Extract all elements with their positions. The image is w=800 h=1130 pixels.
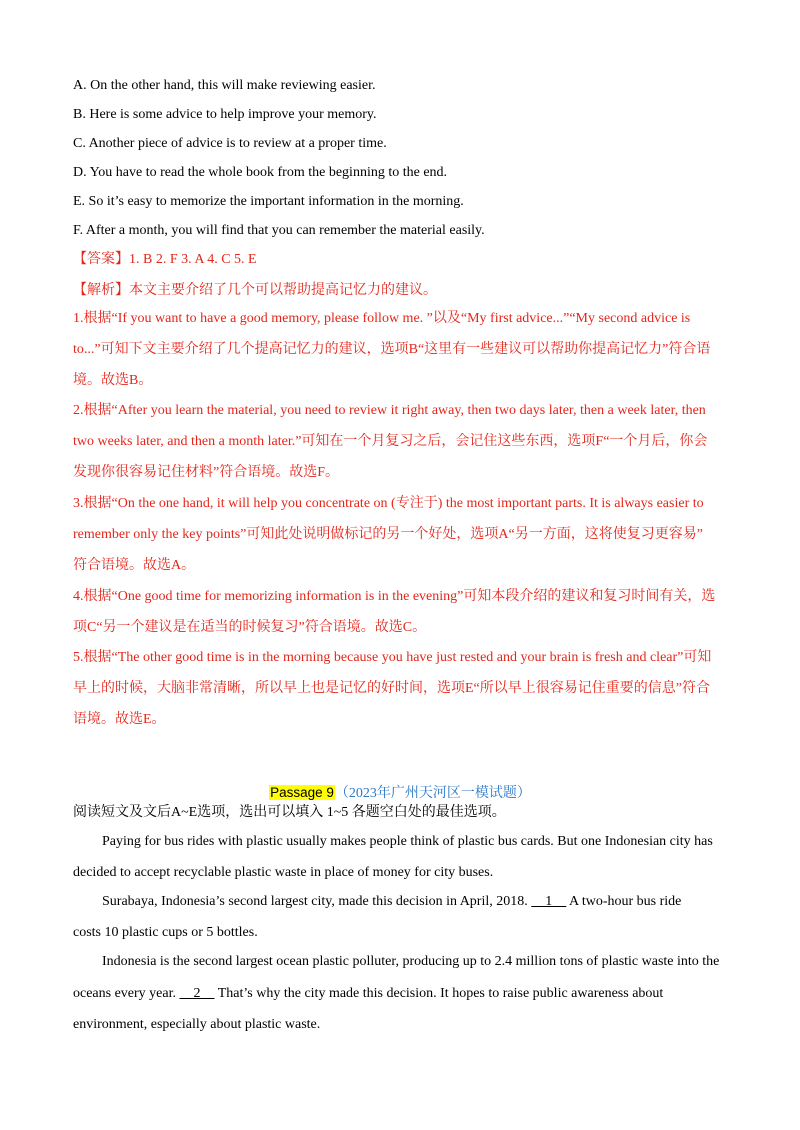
text-run: That’s why the city made this decision. It hopes to raise public awareness about: [214, 986, 664, 1001]
paragraph-line: [102, 895, 681, 909]
passage-title: Passage 9: [270, 785, 334, 800]
analysis-line: 3.根据“On the one hand, it will help you concentrate on (专注于) the most important parts. It is always easier to: [73, 496, 704, 511]
paragraph-line: Indonesia is the second largest ocean plastic polluter, producing up to 2.4 million tons of plastic waste into the: [102, 954, 720, 969]
analysis-line: to...”可知下文主要介绍了几个提高记忆力的建议，选项B“这里有一些建议可以帮助你提高记忆力”符合语: [73, 342, 711, 357]
paragraph-line: decided to accept recyclable plastic waste in place of money for city buses.: [73, 865, 494, 880]
analysis-line: 1.根据“If you want to have a good memory, please follow me. ”以及“My first advice...”“My second advice is: [73, 311, 691, 326]
text-run: oceans every year.: [73, 986, 180, 1001]
analysis-line: 早上的时候，大脑非常清晰，所以早上也是记忆的好时间，选项E“所以早上很容易记住重要的信息”符合: [73, 681, 710, 696]
text-run: A two-hour bus ride: [566, 894, 682, 909]
analysis-line: 4.根据“One good time for memorizing information is in the evening”可知本段介绍的建议和复习时间有关，选: [73, 589, 716, 604]
option-a: A. On the other hand, this will make reviewing easier.: [73, 78, 376, 93]
passage-heading: [0, 782, 800, 802]
paragraph-line: [73, 987, 663, 1001]
option-f: F. After a month, you will find that you can remember the material easily.: [73, 223, 485, 238]
option-b: B. Here is some advice to help improve your memory.: [73, 107, 377, 122]
answer-line: 【答案】1. B 2. F 3. A 4. C 5. E: [73, 252, 257, 267]
analysis-line: two weeks later, and then a month later.”可知在一个月复习之后，会记住这些东西，选项F“一个月后，你会: [73, 434, 708, 449]
option-e: E. So it’s easy to memorize the important information in the morning.: [73, 194, 464, 209]
analysis-line: 2.根据“After you learn the material, you need to review it right away, then two days later, then a week later, then: [73, 403, 706, 418]
analysis-line: remember only the key points”可知此处说明做标记的另一个好处，选项A“另一方面，这将使复习更容易”: [73, 527, 703, 542]
analysis-line: 符合语境。故选A。: [73, 558, 196, 573]
analysis-line: 语境。故选E。: [73, 712, 166, 727]
passage-source: （2023年广州天河区一模试题）: [334, 786, 531, 801]
blank-1[interactable]: 1: [531, 894, 567, 909]
passage-instruction: 阅读短文及文后A~E选项，选出可以填入 1~5 各题空白处的最佳选项。: [73, 805, 506, 820]
analysis-intro: 【解析】本文主要介绍了几个可以帮助提高记忆力的建议。: [73, 283, 437, 298]
paragraph-line: environment, especially about plastic waste.: [73, 1017, 321, 1032]
paragraph-line: costs 10 plastic cups or 5 bottles.: [73, 925, 258, 940]
blank-2[interactable]: 2: [179, 986, 215, 1001]
analysis-line: 5.根据“The other good time is in the morning because you have just rested and your brain is fresh and clear”可知: [73, 650, 712, 665]
analysis-line: 发现你很容易记住材料”符合语境。故选F。: [73, 465, 339, 480]
option-d: D. You have to read the whole book from the beginning to the end.: [73, 165, 448, 180]
text-run: Surabaya, Indonesia’s second largest city, made this decision in April, 2018.: [102, 894, 532, 909]
analysis-line: 项C“另一个建议是在适当的时候复习”符合语境。故选C。: [73, 620, 427, 635]
paragraph-line: Paying for bus rides with plastic usually makes people think of plastic bus cards. But one Indonesian city has: [102, 834, 713, 849]
analysis-line: 境。故选B。: [73, 373, 153, 388]
option-c: C. Another piece of advice is to review at a proper time.: [73, 136, 387, 151]
